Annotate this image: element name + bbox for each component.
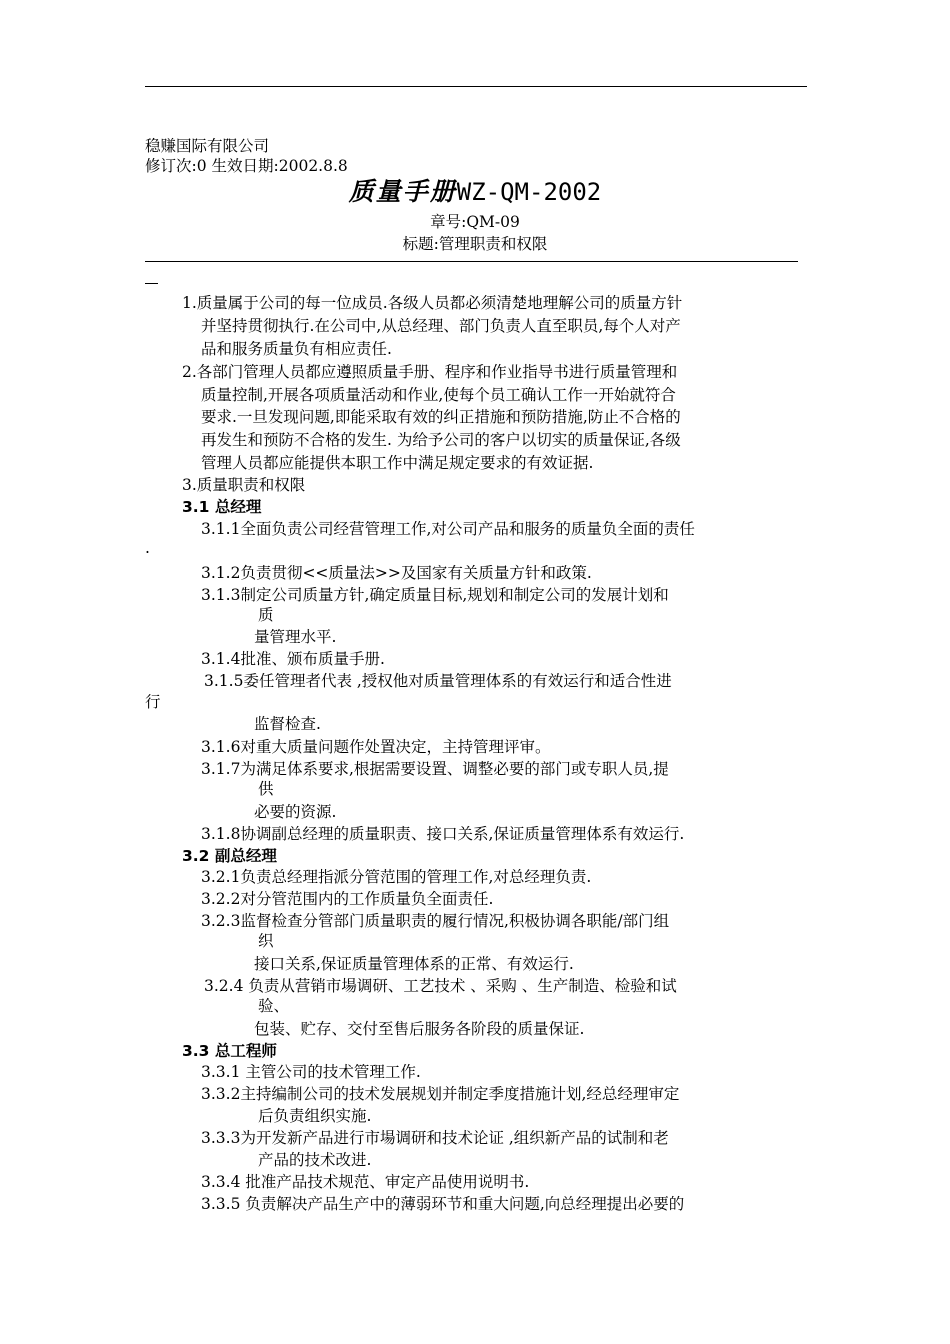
item-3-2-3: 3.2.3监督检查分管部门质量职责的履行情况,积极协调各职能/部门组 xyxy=(201,912,670,930)
item-3-3-4: 3.3.4 批准产品技术规范、审定产品使用说明书. xyxy=(201,1173,530,1191)
item-3-1-4: 3.1.4批准、颁布质量手册. xyxy=(201,650,385,668)
para-1-line-2: 并坚持贯彻执行.在公司中,从总经理、部门负责人直至职员,每个人对产 xyxy=(201,317,681,335)
item-3-1-8: 3.1.8协调副总经理的质量职责、接口关系,保证质量管理体系有效运行. xyxy=(201,825,685,843)
title-rule xyxy=(145,261,798,262)
item-3-1-5-tail: 行 xyxy=(145,693,161,711)
item-3-1-3: 3.1.3制定公司质量方针,确定质量目标,规划和制定公司的发展计划和 xyxy=(201,586,669,604)
chapter-number: 章号:QM-09 xyxy=(430,213,520,231)
item-3-1-5: 3.1.5委任管理者代表 ,授权他对质量管理体系的有效运行和适合性进 xyxy=(204,672,672,690)
item-3-2-4: 3.2.4 负责从营销市場调研、工艺技术 、采购 、生产制造、检验和试 xyxy=(204,977,677,995)
para-2-line-1: 2.各部门管理人员都应遵照质量手册、程序和作业指导书进行质量管理和 xyxy=(182,363,678,381)
manual-title xyxy=(0,176,950,208)
item-3-1-7-wrap: 供 xyxy=(258,780,274,798)
para-2-line-2: 质量控制,开展各项质量活动和作业,使每个员工确认工作一开始就符合 xyxy=(201,386,676,404)
item-3-1-5-cont: 监督检查. xyxy=(254,715,321,733)
title-rule-tail xyxy=(145,283,158,284)
item-3-3-2: 3.3.2主持编制公司的技术发展规划并制定季度措施计划,经总经理审定 xyxy=(201,1085,680,1103)
item-3-2-3-wrap: 织 xyxy=(258,932,274,950)
item-3-1-3-wrap: 质 xyxy=(258,606,274,624)
section-3-1-heading: 3.1 总经理 xyxy=(182,498,262,516)
manual-title-cn: 质量手册 xyxy=(348,177,457,206)
item-3-3-3-cont: 产品的技术改进. xyxy=(258,1151,372,1169)
para-2-line-5: 管理人员都应能提供本职工作中满足规定要求的有效证据. xyxy=(201,454,594,472)
section-3-3-heading: 3.3 总工程师 xyxy=(182,1042,277,1060)
item-3-2-4-cont: 包装、贮存、交付至售后服务各阶段的质量保证. xyxy=(254,1020,585,1038)
item-3-1-2: 3.1.2负责贯彻<<质量法>>及国家有关质量方针和政策. xyxy=(201,564,592,582)
subject-title: 标题:管理职责和权限 xyxy=(402,235,548,253)
top-rule xyxy=(145,86,807,87)
item-3-1-1-tail: . xyxy=(145,539,150,557)
para-1-line-1: 1.质量属于公司的每一位成员.各级人员都必须清楚地理解公司的质量方针 xyxy=(182,294,683,312)
item-3-3-3: 3.3.3为开发新产品进行市場调研和技术论证 ,组织新产品的试制和老 xyxy=(201,1129,669,1147)
item-3-1-1: 3.1.1全面负责公司经营管理工作,对公司产品和服务的质量负全面的责任 xyxy=(201,520,695,538)
section-3-2-heading: 3.2 副总经理 xyxy=(182,847,277,865)
item-3-1-7-cont: 必要的资源. xyxy=(254,803,337,821)
item-3-1-7: 3.1.7为满足体系要求,根据需要设置、调整必要的部门或专职人员,提 xyxy=(201,760,669,778)
para-3-heading: 3.质量职责和权限 xyxy=(182,476,306,494)
para-2-line-4: 再发生和预防不合格的发生. 为给予公司的客户以切实的质量保证,各级 xyxy=(201,431,681,449)
item-3-2-3-cont: 接口关系,保证质量管理体系的正常、有效运行. xyxy=(254,955,574,973)
revision-line: 修订次:0 生效日期:2002.8.8 xyxy=(145,157,348,175)
para-2-line-3: 要求.一旦发现问题,即能采取有效的纠正措施和预防措施,防止不合格的 xyxy=(201,408,681,426)
item-3-1-6: 3.1.6对重大质量问题作处置决定，主持管理评审。 xyxy=(201,738,551,756)
item-3-2-2: 3.2.2对分管范围内的工作质量负全面责任. xyxy=(201,890,494,908)
manual-title-code: WZ-QM-2002 xyxy=(456,178,602,206)
company-name: 稳赚国际有限公司 xyxy=(145,137,270,155)
para-1-line-3: 品和服务质量负有相应责任. xyxy=(201,340,392,358)
item-3-2-1: 3.2.1负责总经理指派分管范围的管理工作,对总经理负责. xyxy=(201,868,592,886)
item-3-1-3-cont: 量管理水平. xyxy=(254,628,337,646)
item-3-3-2-cont: 后负责组织实施. xyxy=(258,1107,372,1125)
item-3-2-4-wrap: 验、 xyxy=(258,997,290,1015)
item-3-3-1: 3.3.1 主管公司的技术管理工作. xyxy=(201,1063,421,1081)
item-3-3-5: 3.3.5 负责解决产品生产中的薄弱环节和重大问题,向总经理提出必要的 xyxy=(201,1195,685,1213)
